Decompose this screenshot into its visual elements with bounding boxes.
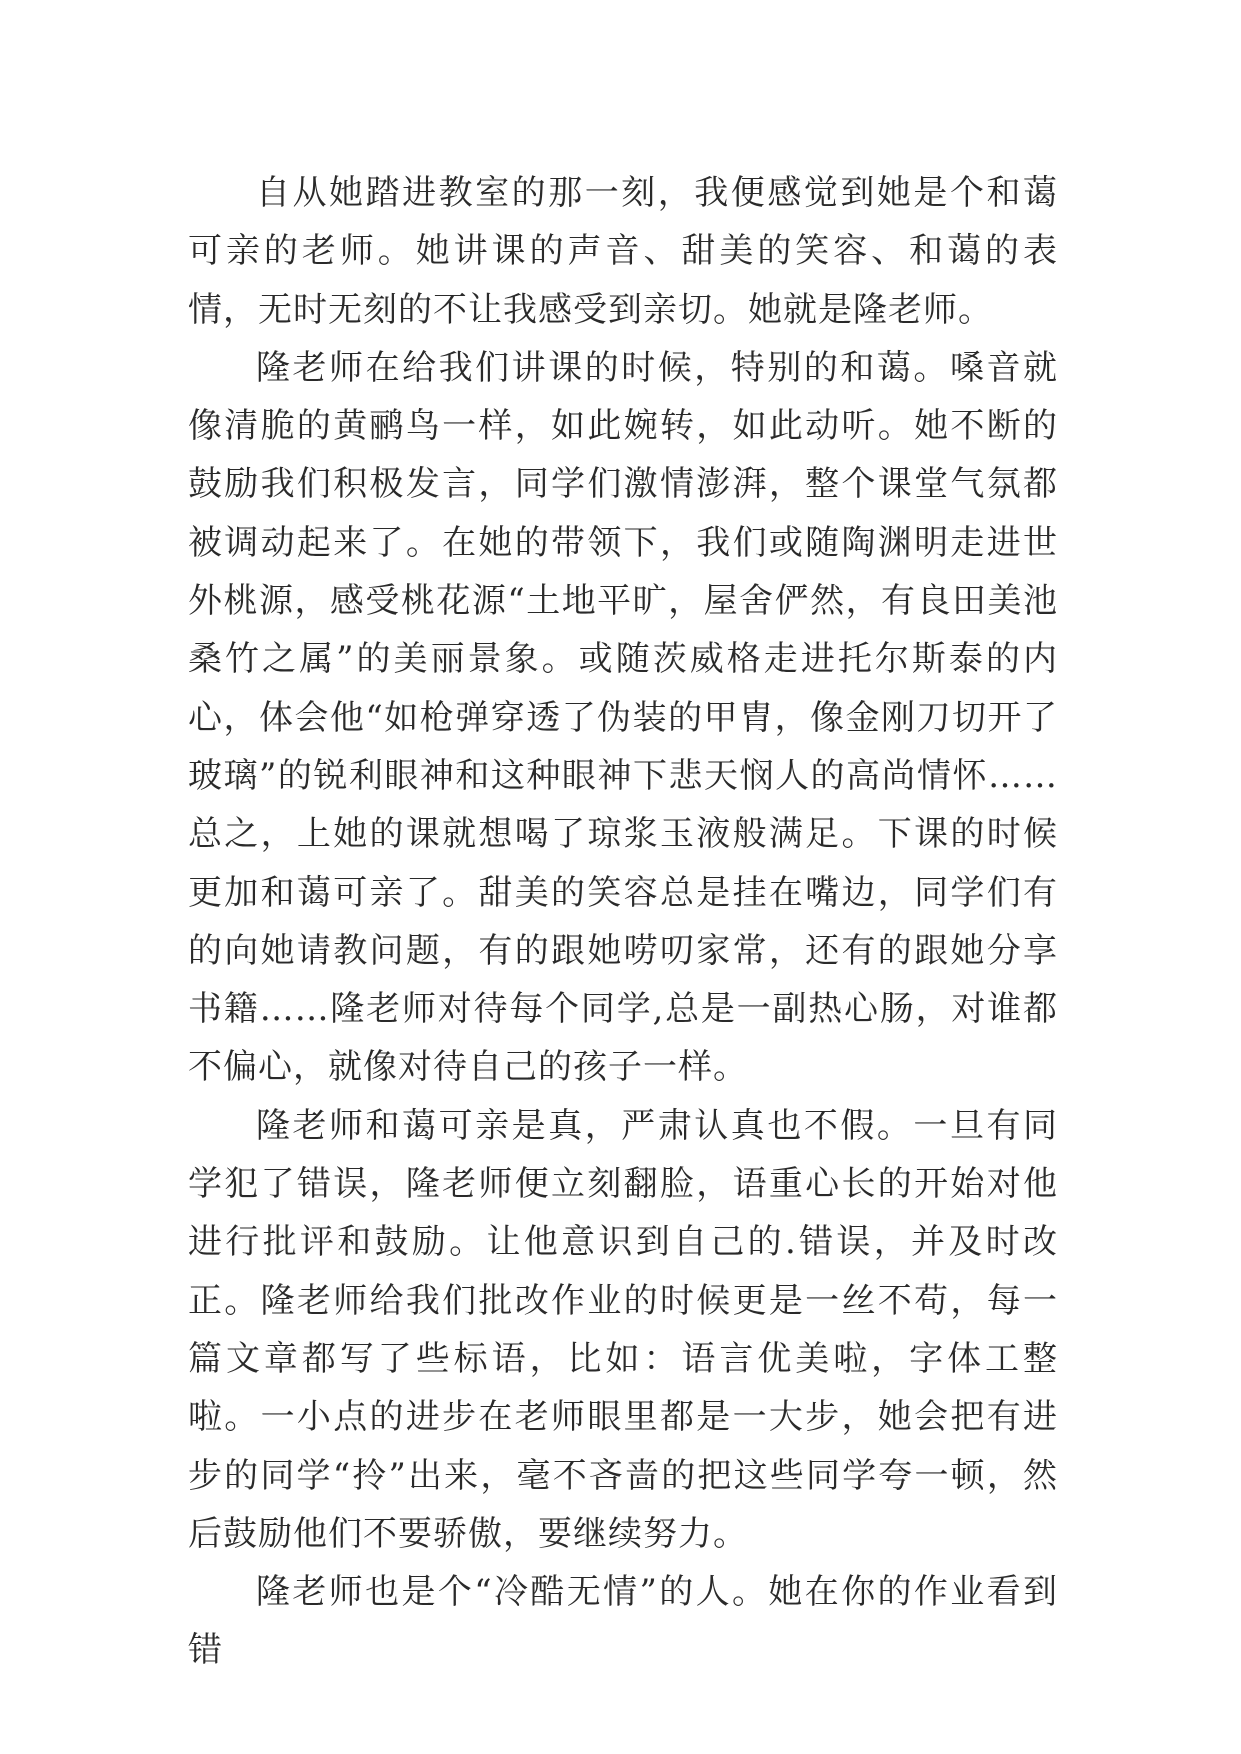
paragraph-2: 隆老师在给我们讲课的时候，特别的和蔼。嗓音就像清脆的黄鹂鸟一样，如此婉转，如此动听。她不断的鼓励我们积极发言，同学们激情澎湃，整个课堂气氛都被调动起来了。在她的带领下，我们或随陶渊明走进世外桃源，感受桃花源“土地平旷，屋舍俨然，有良田美池桑竹之属”的美丽景象。或随茨威格走进托尔斯泰的内心，体会他“如枪弹穿透了伪装的甲胄，像金刚刀切开了玻璃”的锐利眼神和这种眼神下悲天悯人的高尚情怀……总之，上她的课就想喝了琼浆玉液般满足。下课的时候更加和蔼可亲了。甜美的笑容总是挂在嘴边，同学们有的向她请教问题，有的跟她唠叨家常，还有的跟她分享书籍……隆老师对待每个同学,总是一副热心肠，对谁都不偏心，就像对待自己的孩子一样。 [188,347,1058,1088]
document-body [188,164,1058,1680]
paragraph-4: 隆老师也是个“冷酷无情”的人。她在你的作业看到错 [188,1572,1058,1671]
paragraph-1: 自从她踏进教室的那一刻，我便感觉到她是个和蔼可亲的老师。她讲课的声音、甜美的笑容、和蔼的表情，无时无刻的不让我感受到亲切。她就是隆老师。 [188,173,1058,330]
paragraph-3: 隆老师和蔼可亲是真，严肃认真也不假。一旦有同学犯了错误，隆老师便立刻翻脸，语重心长的开始对他进行批评和鼓励。让他意识到自己的.错误，并及时改正。隆老师给我们批改作业的时候更是一丝不苟，每一篇文章都写了些标语，比如：语言优美啦，字体工整啦。一小点的进步在老师眼里都是一大步，她会把有进步的同学“拎”出来，毫不吝啬的把这些同学夸一顿，然后鼓励他们不要骄傲，要继续努力。 [188,1105,1058,1554]
